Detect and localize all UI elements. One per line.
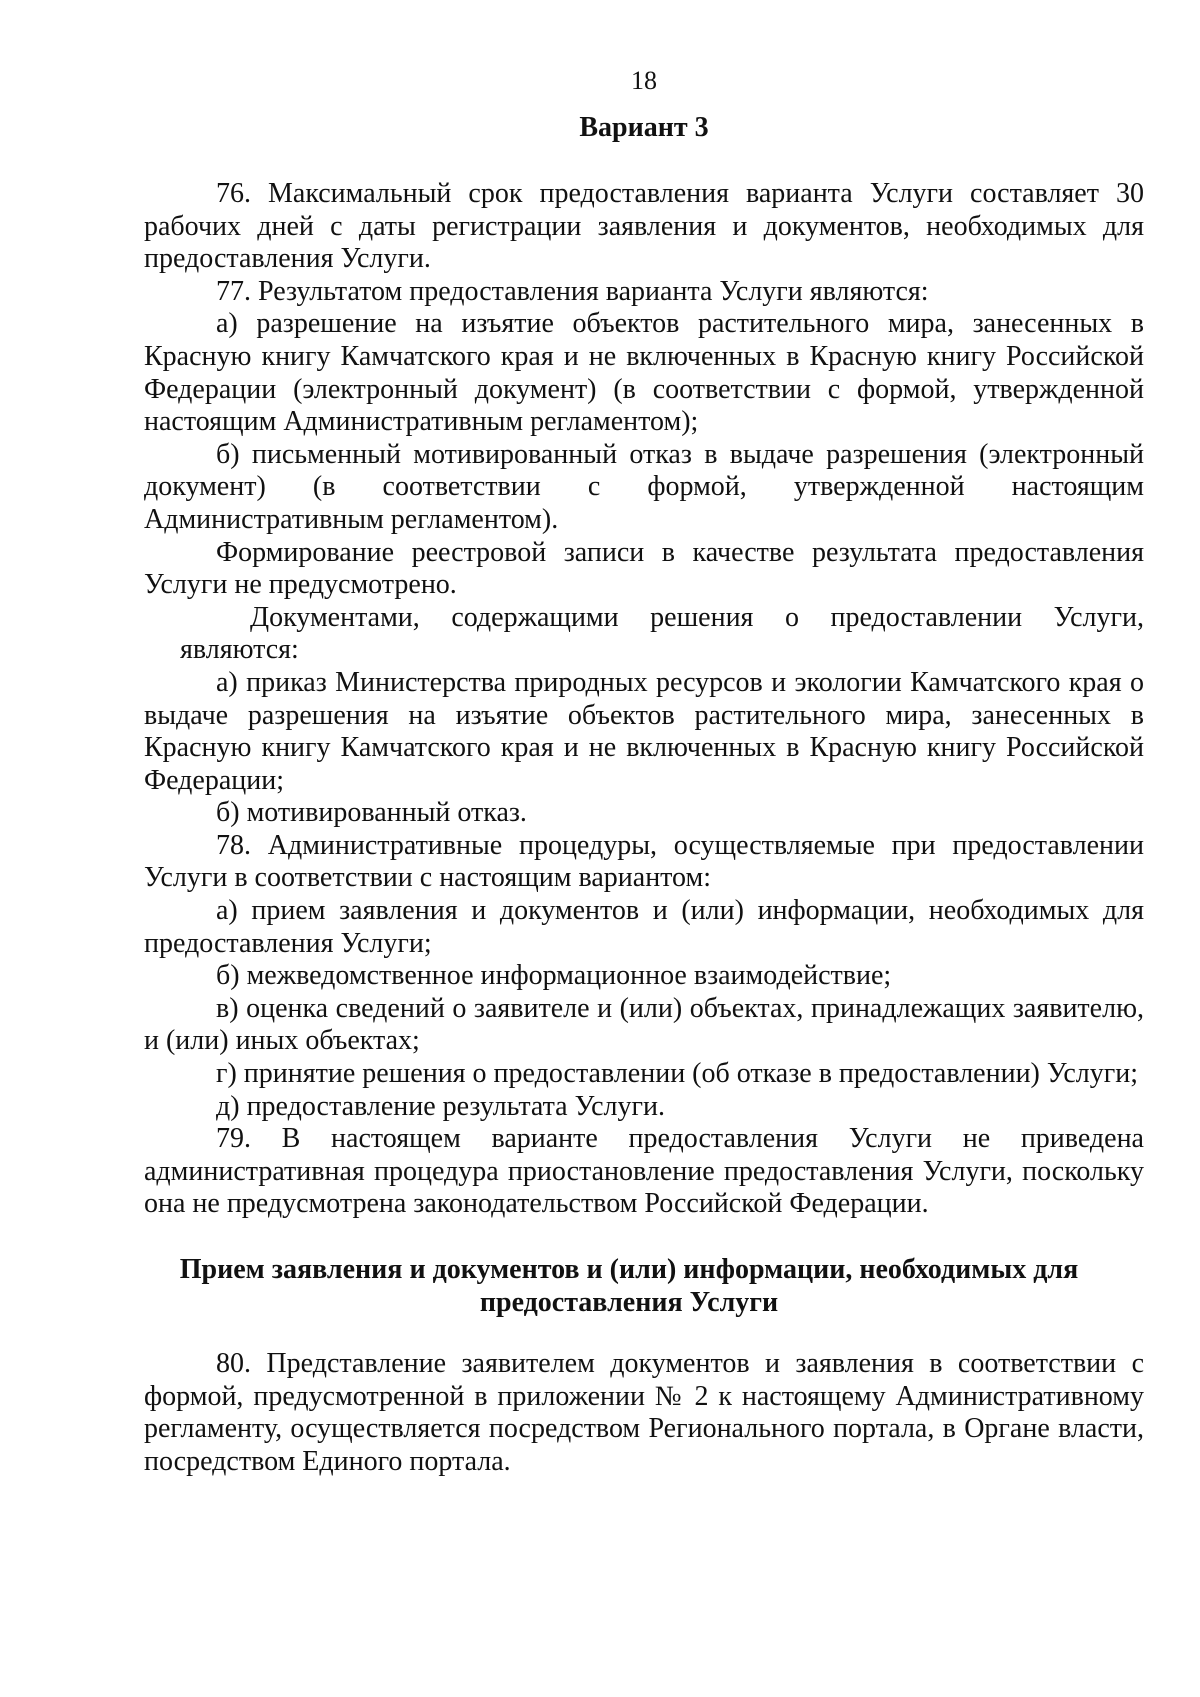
paragraph-78: 78. Административные процедуры, осуществляемые при предоставлении Услуги в соответствии с настоящим вариантом:	[144, 829, 1144, 894]
section-title: Вариант 3	[579, 112, 709, 143]
paragraph-78-v: в) оценка сведений о заявителе и (или) объектах, принадлежащих заявителю, и (или) иных объектах;	[144, 992, 1144, 1057]
paragraph-decision-documents-text: Документами, содержащими решения о предоставлении Услуги, являются:	[180, 601, 1144, 666]
paragraph-77-a: а) разрешение на изъятие объектов растительного мира, занесенных в Красную книгу Камчатского края и не включенных в Красную книгу Российской Федерации (электронный документ) (в соответствии с формой, утвержденной настоящим Административным регламентом);	[144, 308, 1144, 438]
paragraph-80: 80. Представление заявителем документов и заявления в соответствии с формой, предусмотренной в приложении № 2 к настоящему Административному регламенту, осуществляется посредством Регионального портала, в Органе власти, посредством Единого портала.	[144, 1348, 1144, 1477]
paragraph-77-b: б) письменный мотивированный отказ в выдаче разрешения (электронный документ) (в соответствии с формой, утвержденной настоящим Административным регламентом).	[144, 438, 1144, 535]
page-number: 18	[631, 66, 657, 95]
paragraph-77: 77. Результатом предоставления варианта Услуги являются:	[216, 275, 929, 307]
paragraph-78-b: б) межведомственное информационное взаимодействие;	[216, 960, 892, 992]
paragraph-78-g: г) принятие решения о предоставлении (об отказе в предоставлении) Услуги;	[216, 1058, 1138, 1090]
paragraph-docs-b: б) мотивированный отказ.	[216, 797, 527, 829]
paragraph-78-a: а) прием заявления и документов и (или) информации, необходимых для предоставления Услуги;	[144, 895, 1144, 959]
paragraph-78-d: д) предоставление результата Услуги.	[216, 1090, 665, 1122]
document-page	[144, 66, 1144, 1479]
paragraph-76: 76. Максимальный срок предоставления варианта Услуги составляет 30 рабочих дней с даты регистрации заявления и документов, необходимых для предоставления Услуги.	[144, 178, 1144, 275]
subheading: Прием заявления и документов и (или) информации, необходимых для предоставления Услуги	[179, 1254, 1079, 1318]
paragraph-docs-a: а) приказ Министерства природных ресурсов и экологии Камчатского края о выдаче разрешения на изъятие объектов растительного мира, занесенных в Красную книгу Камчатского края и не включенных в Красную книгу Российской Федерации;	[144, 666, 1144, 796]
paragraph-79: 79. В настоящем варианте предоставления Услуги не приведена административная процедура приостановление предоставления Услуги, поскольку она не предусмотрена законодательством Российской Федерации.	[144, 1123, 1144, 1220]
paragraph-registry-note: Формирование реестровой записи в качестве результата предоставления Услуги не предусмотрено.	[144, 536, 1144, 601]
paragraph-decision-documents	[144, 602, 1144, 667]
